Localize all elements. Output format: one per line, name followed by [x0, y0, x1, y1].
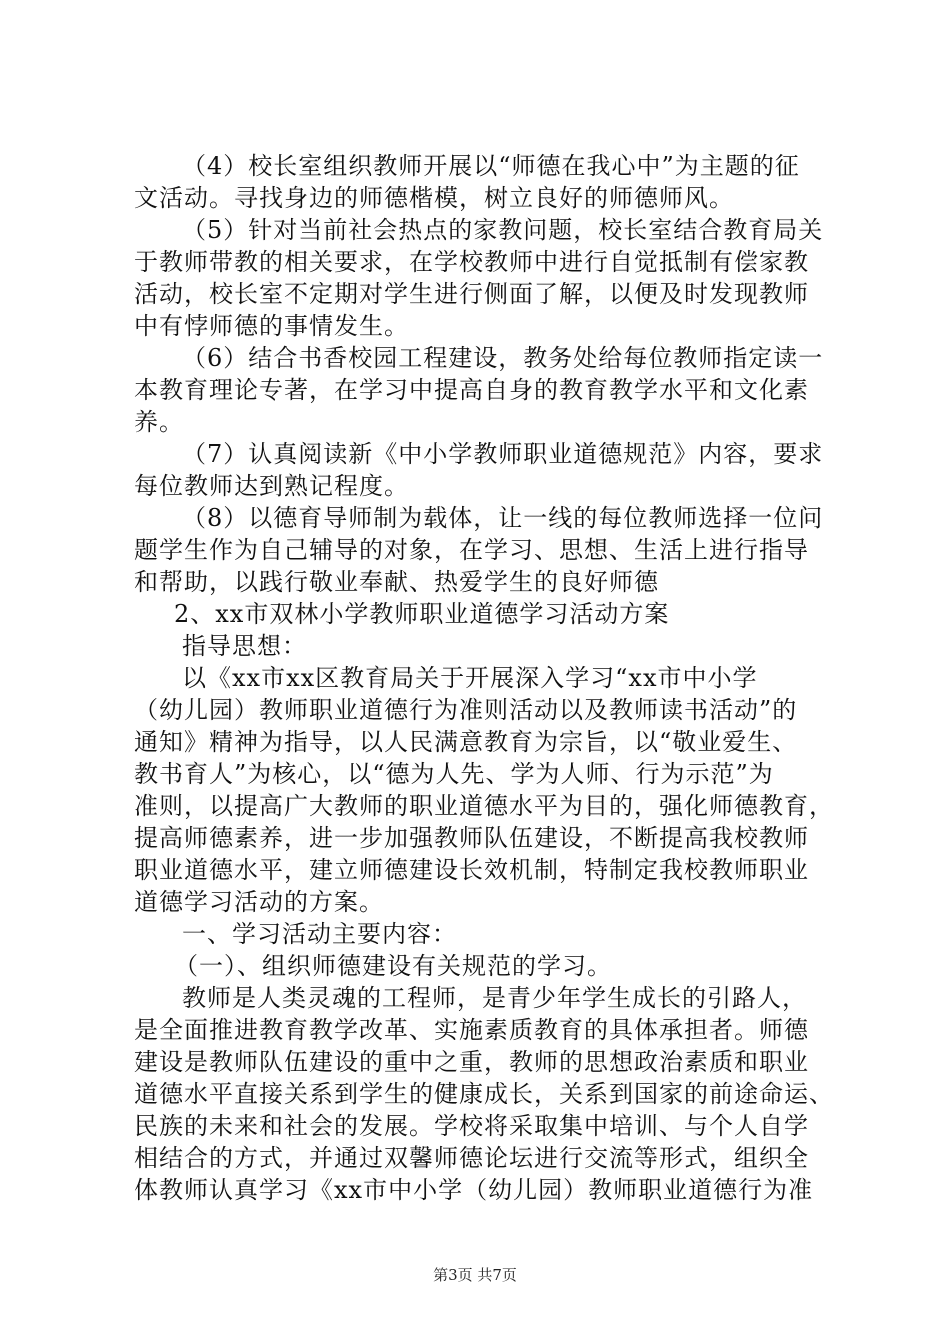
text-line: 和帮助，以践行敬业奉献、热爱学生的良好师德	[134, 568, 659, 596]
text-line: （4）校长室组织教师开展以“师德在我心中”为主题的征	[182, 152, 800, 180]
paragraph-item-4	[134, 150, 834, 214]
text-line: 是全面推进教育教学改革、实施素质教育的具体承担者。师德	[134, 1016, 809, 1044]
guiding-paragraph	[134, 662, 834, 918]
page-number-footer: 第3页 共7页	[433, 1266, 517, 1284]
body-paragraph	[134, 982, 834, 1206]
text-line: 每位教师达到熟记程度。	[134, 472, 409, 500]
text-line: 道德学习活动的方案。	[134, 888, 384, 916]
text-line: 中有悖师德的事情发生。	[134, 312, 409, 340]
text-line: 职业道德水平，建立师德建设长效机制，特制定我校教师职业	[134, 856, 809, 884]
text-line: 文活动。寻找身边的师德楷模，树立良好的师德师风。	[134, 184, 734, 212]
text-line: 本教育理论专著，在学习中提高自身的教育教学水平和文化素	[134, 376, 809, 404]
text-line: 教师是人类灵魂的工程师，是青少年学生成长的引路人，	[182, 984, 807, 1012]
text-line: （幼儿园）教师职业道德行为准则活动以及教师读书活动”的	[134, 696, 798, 724]
text-line: 2、xx市双林小学教师职业道德学习活动方案	[174, 600, 670, 628]
text-line: 于教师带教的相关要求，在学校教师中进行自觉抵制有偿家教	[134, 248, 809, 276]
guiding-heading	[134, 630, 834, 662]
section-title	[134, 598, 834, 630]
text-line: （一）、组织师德建设有关规范的学习。	[174, 952, 612, 980]
text-line: 养。	[134, 408, 184, 436]
text-line: 提高师德素养，进一步加强教师队伍建设，不断提高我校教师	[134, 824, 809, 852]
text-line: 建设是教师队伍建设的重中之重，教师的思想政治素质和职业	[134, 1048, 809, 1076]
text-line: （8）以德育导师制为载体，让一线的每位教师选择一位问	[182, 504, 824, 532]
text-line: （6）结合书香校园工程建设，教务处给每位教师指定读一	[182, 344, 824, 372]
text-line: 道德水平直接关系到学生的健康成长，关系到国家的前途命运、	[134, 1080, 834, 1108]
text-line: 民族的未来和社会的发展。学校将采取集中培训、与个人自学	[134, 1112, 809, 1140]
text-line: 体教师认真学习《xx市中小学（幼儿园）教师职业道德行为准	[134, 1176, 814, 1204]
subsection-heading	[134, 950, 834, 982]
text-line: （5）针对当前社会热点的家教问题，校长室结合教育局关	[182, 216, 824, 244]
text-line: （7）认真阅读新《中小学教师职业道德规范》内容，要求	[182, 440, 824, 468]
section-heading	[134, 918, 834, 950]
text-line: 通知》精神为指导，以人民满意教育为宗旨，以“敬业爱生、	[134, 728, 798, 756]
text-line: 指导思想：	[182, 632, 307, 660]
paragraph-item-5	[134, 214, 834, 342]
paragraph-item-8	[134, 502, 834, 598]
text-line: 教书育人”为核心，以“德为人先、学为人师、行为示范”为	[134, 760, 774, 788]
text-line: 以《xx市xx区教育局关于开展深入学习“xx市中小学	[182, 664, 758, 692]
paragraph-item-7	[134, 438, 834, 502]
text-line: 活动，校长室不定期对学生进行侧面了解，以便及时发现教师	[134, 280, 809, 308]
text-line: 相结合的方式，并通过双馨师德论坛进行交流等形式，组织全	[134, 1144, 809, 1172]
text-line: 准则，以提高广大教师的职业道德水平为目的，强化师德教育，	[134, 792, 834, 820]
document-body	[134, 150, 834, 1206]
paragraph-item-6	[134, 342, 834, 438]
text-line: 题学生作为自己辅导的对象，在学习、思想、生活上进行指导	[134, 536, 809, 564]
text-line: 一、学习活动主要内容：	[182, 920, 457, 948]
